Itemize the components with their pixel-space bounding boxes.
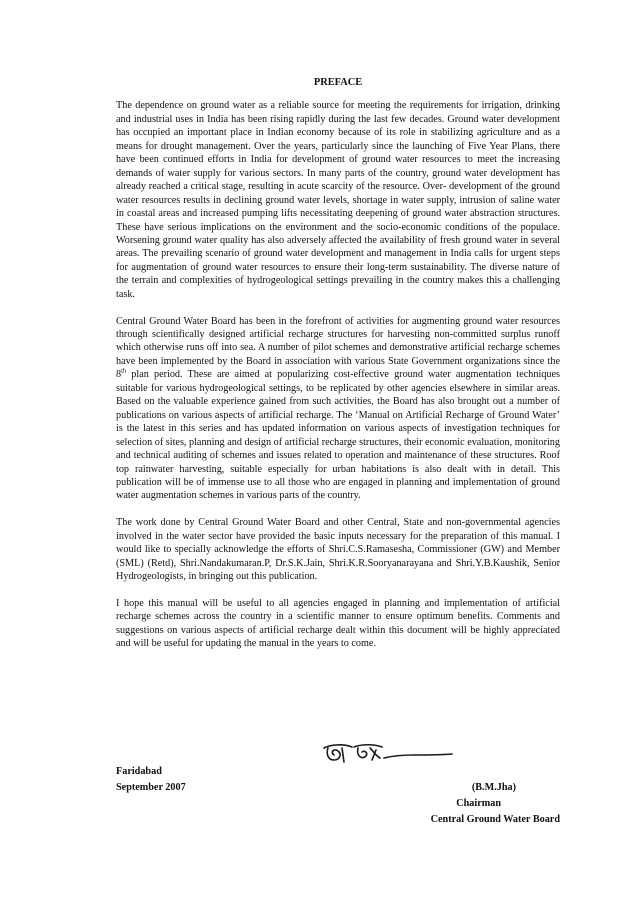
handwritten-signature (318, 738, 458, 768)
date: September 2007 (116, 782, 186, 793)
signatory-title: Chairman (456, 798, 501, 809)
signatory-name: (B.M.Jha) (471, 782, 516, 793)
paragraph-2 (116, 315, 560, 503)
paragraph-4: I hope this manual will be useful to all agencies engaged in planning and implementation of artificial recharge schemes across the country in a scientific manner to ensure optimum benefits. Comments and suggestions on various aspects of artificial recharge dealt within this document will be highly appreciated and will be useful for updating the manual in the years to come. (116, 597, 560, 650)
paragraph-1: The dependence on ground water as a reliable source for meeting the requirements for irrigation, drinking and industrial uses in India has been rising rapidly during the last few decades. Ground water development has occupied an important place in Indian economy because of its role in stabilizing agriculture and as a means for drought management. Over the years, particularly since the launching of Five Year Plans, there have been continued efforts in India for development of ground water resources to meet the increasing demands of water supply for various sectors. In many parts of the country, ground water development has already reached a critical stage, resulting in acute scarcity of the resource. Over- development of the ground water resources results in declining ground water levels, shortage in water supply, intrusion of saline water in coastal areas and increased pumping lifts necessitating deepening of ground water abstraction structures. These have serious implications on the environment and the socio-economic conditions of the populace. Worsening ground water quality has also adversely affected the availability of fresh ground water in several areas. The prevailing scenario of ground water development and management in India calls for urgent steps for augmentation of ground water resources to ensure their long-term sustainability. The diverse nature of the terrain and complexities of hydrogeological settings prevailing in the country makes this a challenging task. (116, 100, 560, 300)
preface-body (116, 76, 560, 664)
place: Faridabad (116, 766, 162, 777)
place-and-date (116, 764, 186, 796)
ordinal-suffix: th (121, 367, 127, 375)
page-title: PREFACE (313, 77, 363, 88)
paragraph-2-text-b: plan period. These are aimed at popularizing cost-effective ground water augmentation techniques suitable for various hydrogeological settings, to be replicated by other agencies elsewhere in similar areas. Based on the valuable experience gained from such activities, the Board has also brought out a number of publications on various aspects of artificial recharge. The ‘Manual on Artificial Recharge of Ground Water’ is the latest in this series and has updated information on various aspects of investigation techniques for selection of sites, planning and design of artificial recharge structures, their economic evaluation, monitoring and technical auditing of schemes and issues related to operation and maintenance of these structures. Roof top rainwater harvesting, suitable especially for urban habitations is also dealt with in detail. This publication will be of immense use to all those who are engaged in planning and implementation of ground water augmentation schemes in various parts of the country. (116, 369, 560, 502)
signatory-block (431, 780, 560, 828)
paragraph-3: The work done by Central Ground Water Board and other Central, State and non-governmental agencies involved in the water sector have provided the basic inputs necessary for the preparation of this manual. I would like to specially acknowledge the efforts of Shri.C.S.Ramasesha, Commissioner (GW) and Member (SML) (Retd), Shri.Nandakumaran.P, Dr.S.K.Jain, Shri.K.R.Sooryanarayana and Shri.Y.B.Kaushik, Senior Hydrogeologists, in bringing out this publication. (116, 517, 560, 582)
signatory-organization: Central Ground Water Board (430, 814, 560, 825)
paragraph-2-text-a: Central Ground Water Board has been in the forefront of activities for augmenting ground water resources through scientifically designed artificial recharge structures for harvesting non-committed surplus runoff which otherwise runs off into sea. A number of pilot schemes and demonstrative artificial recharge schemes have been implemented by the Board in association with various State Government organizations since the 8 (116, 315, 560, 381)
